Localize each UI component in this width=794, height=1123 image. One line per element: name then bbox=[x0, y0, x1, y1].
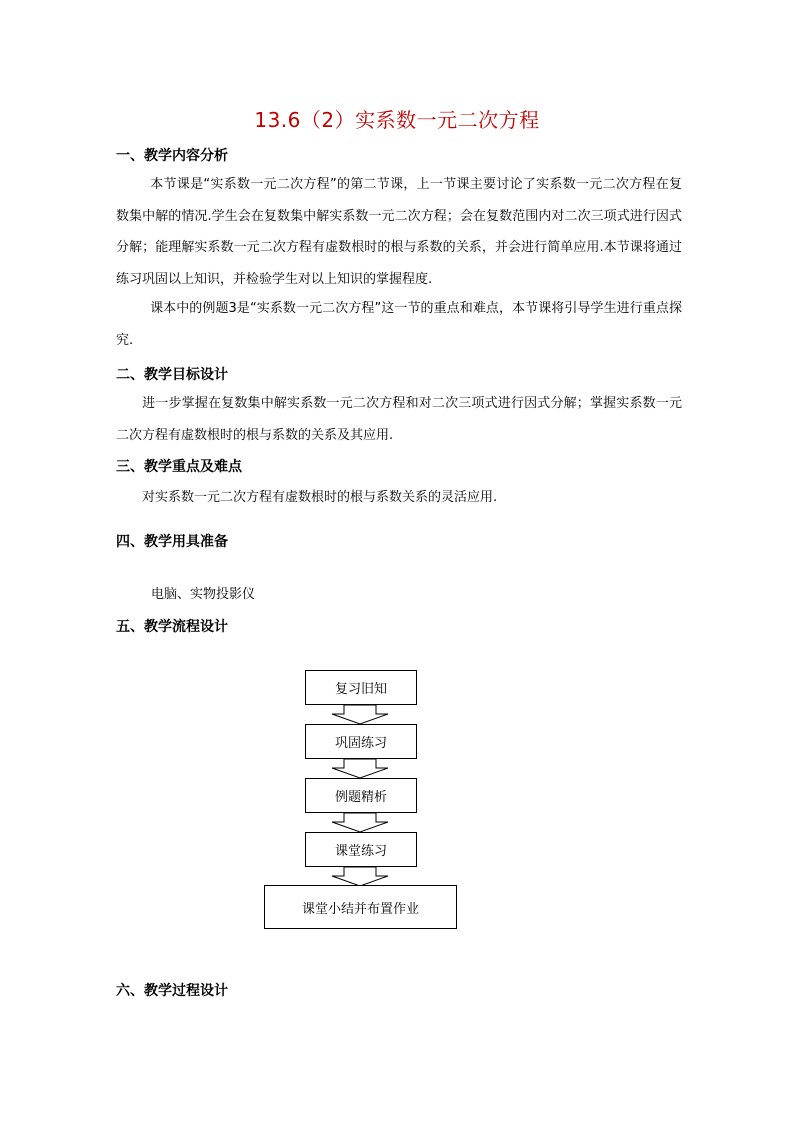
section-heading-3: 三、教学重点及难点 bbox=[116, 459, 242, 475]
section-3-paragraph bbox=[116, 482, 682, 514]
section-2-paragraph bbox=[116, 388, 682, 451]
section-heading-2: 二、教学目标设计 bbox=[116, 367, 228, 383]
flow-step-3: 例题精析 bbox=[305, 778, 417, 813]
flow-arrow-3 bbox=[330, 813, 390, 833]
section-1-paragraph-2-text: 课本中的例题3是“实系数一元二次方程”这一节的重点和难点，本节课将引导学生进行重点探究. bbox=[116, 301, 682, 348]
section-1-paragraph-1 bbox=[116, 169, 682, 295]
flow-step-4: 课堂练习 bbox=[305, 832, 417, 867]
section-3-paragraph-text: 对实系数一元二次方程有虚数根时的根与系数关系的灵活应用. bbox=[142, 490, 498, 505]
section-1-paragraph-1-text: 本节课是“实系数一元二次方程”的第二节课，上一节课主要讨论了实系数一元二次方程在复数集中解的情况.学生会在复数集中解实系数一元二次方程；会在复数范围内对二次三项式进行因式分解；能理解实系数一元二次方程有虚数根时的根与系数的关系，并会进行简单应用.本节课将通过练习巩固以上知识，并检验学生对以上知识的掌握程度. bbox=[116, 177, 682, 287]
section-heading-4: 四、教学用具准备 bbox=[116, 534, 228, 550]
flow-arrow-1 bbox=[330, 705, 390, 725]
document-title: 13.6（2）实系数一元二次方程 bbox=[254, 108, 540, 132]
section-heading-6: 六、教学过程设计 bbox=[116, 983, 228, 999]
flow-arrow-2 bbox=[330, 759, 390, 779]
section-heading-5: 五、教学流程设计 bbox=[116, 619, 228, 635]
section-1-paragraph-2 bbox=[116, 293, 682, 356]
section-heading-1: 一、教学内容分析 bbox=[116, 148, 228, 164]
flow-step-1: 复习旧知 bbox=[305, 670, 417, 705]
flow-step-2: 巩固练习 bbox=[305, 724, 417, 759]
flow-step-5: 课堂小结并布置作业 bbox=[264, 885, 457, 929]
section-2-paragraph-text: 进一步掌握在复数集中解实系数一元二次方程和对二次三项式进行因式分解；掌握实系数一元二次方程有虚数根时的根与系数的关系及其应用. bbox=[116, 396, 682, 443]
flow-arrow-4 bbox=[330, 867, 390, 887]
equipment-list: 电脑、实物投影仪 bbox=[151, 587, 256, 602]
